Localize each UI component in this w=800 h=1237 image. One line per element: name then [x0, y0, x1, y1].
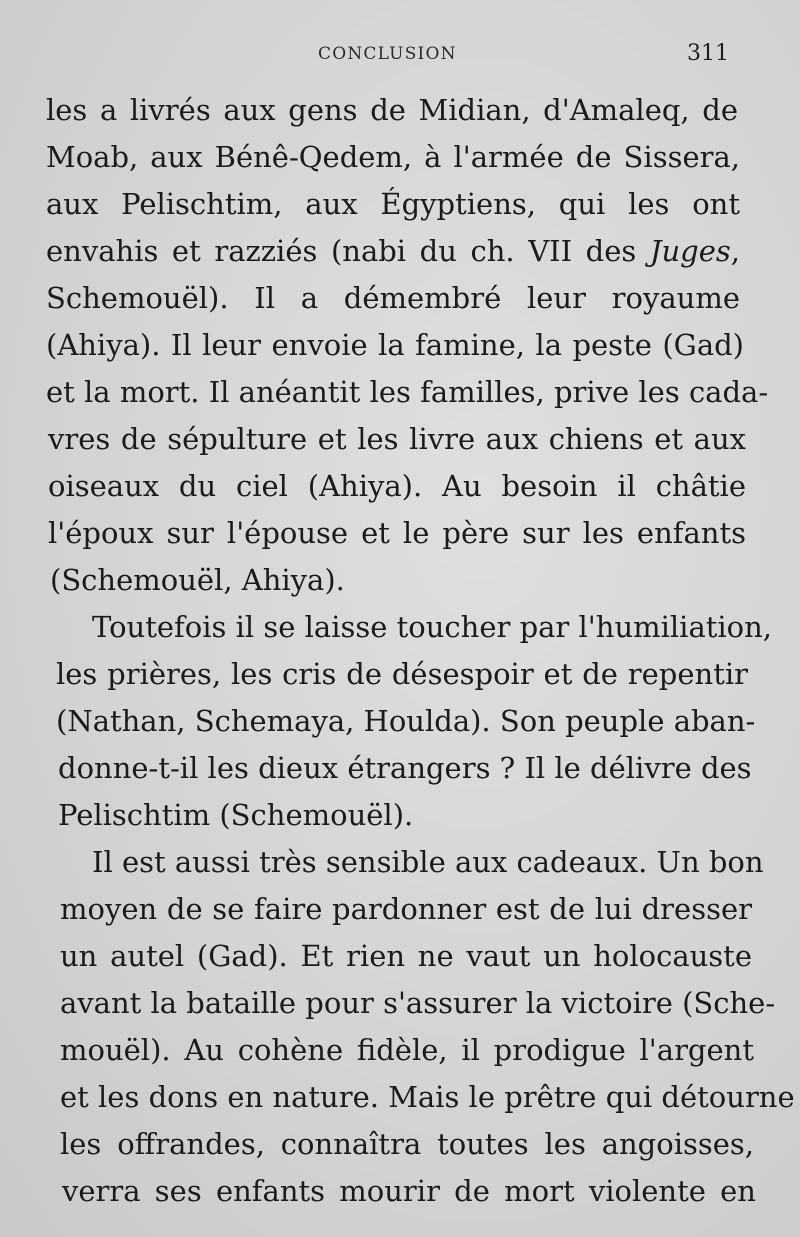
text-line: Toutefois il se laisse toucher par l'humiliation, [92, 610, 773, 644]
text-line: verra ses enfants mourir de mort violente en [62, 1174, 756, 1208]
text-line: les a livrés aux gens de Midian, d'Amaleq, de [46, 93, 738, 127]
page-header [0, 41, 800, 74]
text-line: oiseaux du ciel (Ahiya). Au besoin il châtie [48, 469, 746, 503]
text-line: les offrandes, connaîtra toutes les angoisses, [60, 1127, 754, 1161]
text-line: Moab, aux Bénê-Qedem, à l'armée de Sissera, [46, 140, 740, 174]
italic-title: Juges [649, 234, 731, 268]
text-line: Schemouël). Il a démembré leur royaume [46, 281, 740, 315]
text-line: l'époux sur l'épouse et le père sur les enfants [48, 516, 746, 550]
text-line: Pelischtim (Schemouël). [58, 798, 414, 832]
text-line: et la mort. Il anéantit les familles, prive les cada- [46, 375, 769, 409]
text-segment: envahis et razziés (nabi du ch. VII des [46, 234, 650, 268]
text-line: les prières, les cris de désespoir et de repentir [56, 657, 748, 691]
text-line: aux Pelischtim, aux Égyptiens, qui les ont [46, 187, 740, 221]
text-line: donne-t-il les dieux étrangers ? Il le délivre des [58, 751, 752, 785]
text-line: moyen de se faire pardonner est de lui dresser [60, 892, 752, 926]
running-title: CONCLUSION [318, 44, 457, 64]
text-line: et les dons en nature. Mais le prêtre qui détourne [60, 1080, 795, 1114]
text-line: (Nathan, Schemaya, Houlda). Son peuple aban- [56, 704, 756, 738]
text-line: (Ahiya). Il leur envoie la famine, la peste (Gad) [46, 328, 744, 362]
text-line: (Schemouël, Ahiya). [50, 563, 345, 597]
text-segment: , [730, 234, 740, 268]
text-line: un autel (Gad). Et rien ne vaut un holocauste [60, 939, 752, 973]
text-line [46, 233, 740, 269]
text-line: vres de sépulture et les livre aux chiens et aux [48, 422, 746, 456]
page-number: 311 [687, 41, 729, 66]
text-line: avant la bataille pour s'assurer la victoire (Sche- [60, 986, 776, 1020]
text-line: mouël). Au cohène fidèle, il prodigue l'argent [60, 1033, 754, 1067]
text-line: Il est aussi très sensible aux cadeaux. Un bon [92, 845, 764, 879]
